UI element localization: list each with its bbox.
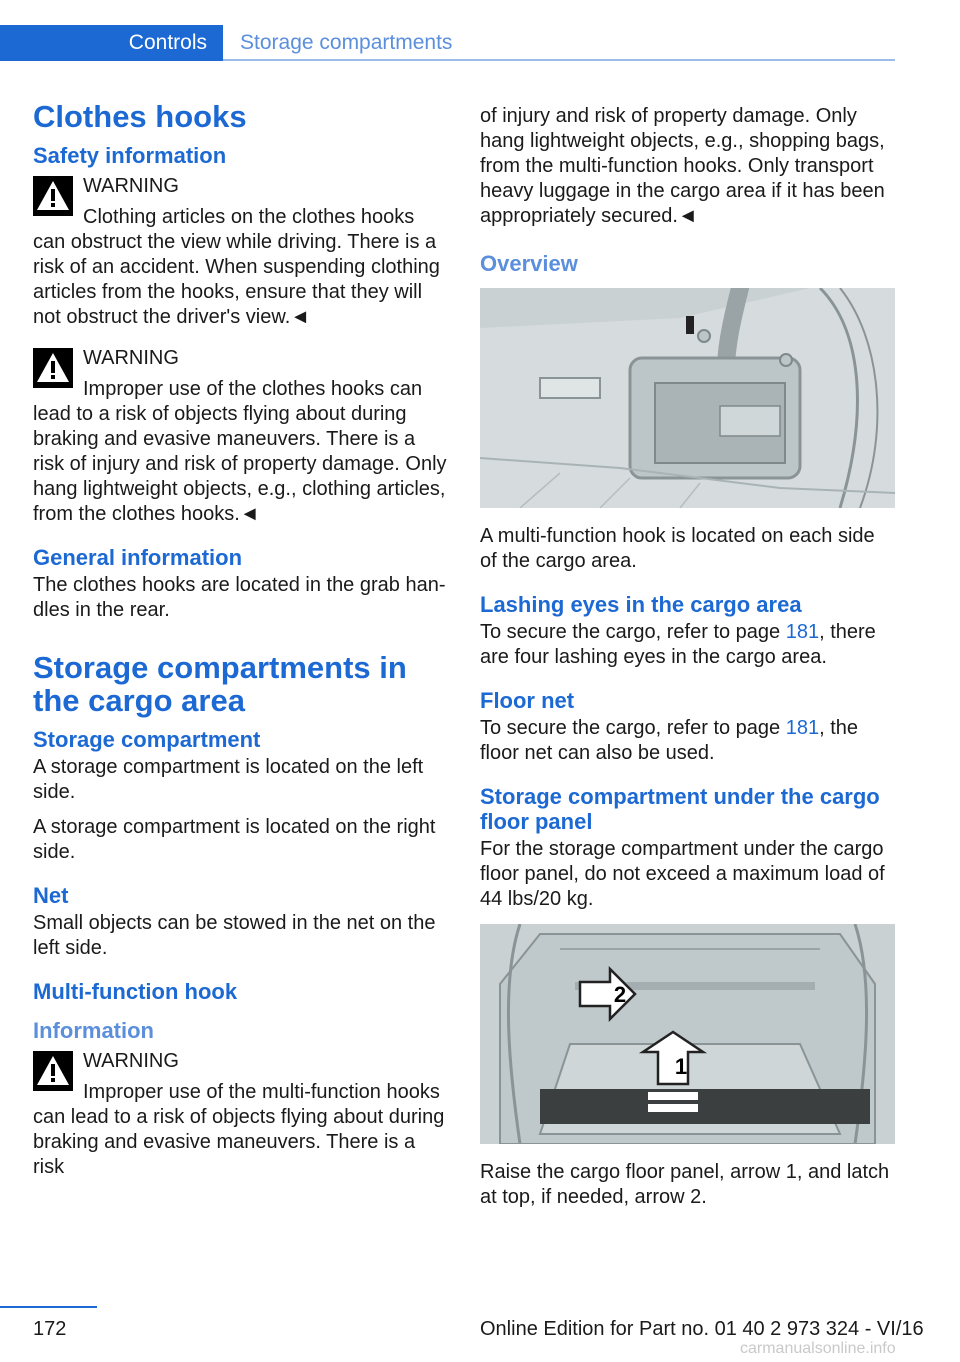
heading-floor-net: Floor net <box>480 688 575 713</box>
edition-text: Online Edition for Part no. 01 40 2 973 324 - VI/16 <box>480 1318 924 1340</box>
cargo-floor-illustration <box>480 924 895 1144</box>
cargo-floor-drawing <box>480 924 895 1144</box>
arrow-2-label: 2 <box>613 982 627 1007</box>
right-column <box>480 104 895 1220</box>
floor-net-text: To secure the cargo, refer to page 181, the floor net can also be used. <box>480 717 859 764</box>
page-footer <box>0 1302 960 1362</box>
warning-icon <box>33 176 73 216</box>
page-link-181[interactable]: 181 <box>785 717 820 739</box>
overview-text: A multi-function hook is located on each side of the cargo area. <box>480 525 875 572</box>
footer-rule <box>0 1306 97 1308</box>
section-tab-storage[interactable]: Storage compartments <box>240 31 453 54</box>
heading-general-information: General information <box>33 545 243 570</box>
heading-clothes-hooks: Clothes hooks <box>33 99 247 134</box>
general-text: The clothes hooks are located in the grab han‐dles in the rear. <box>33 574 446 621</box>
page-header <box>0 25 895 61</box>
warning-title: WARNING <box>83 347 179 369</box>
heading-overview: Overview <box>480 251 578 276</box>
page-link-181[interactable]: 181 <box>785 621 820 643</box>
warning-title: WARNING <box>83 175 179 197</box>
warning-text: Improper use of the multi-function hooks can lead to a risk of objects flying about during braking and evasive maneuvers. There is a risk <box>33 1081 445 1178</box>
watermark: carmanualsonline.info <box>740 1340 896 1357</box>
lashing-text: To secure the cargo, refer to page 181, there are four lashing eyes in the cargo area. <box>480 621 876 668</box>
warning-continuation-text: of injury and risk of property damage. Only hang lightweight objects, e.g., shopping bags, from the multi-function hooks. Only transport heavy luggage in the cargo area if it has been appropriately secured.◄ <box>480 105 885 227</box>
warning-text: Clothing articles on the clothes hooks can obstruct the view while driving. There is a risk of an accident. When suspending clothing articles from the hooks, ensure that they will not obstruct the driver's view.◄ <box>33 206 440 328</box>
storage-text-right: A storage compartment is located on the right side. <box>33 816 436 863</box>
warning-icon <box>33 348 73 388</box>
warning-text: Improper use of the clothes hooks can lead to a risk of objects flying about during braking and evasive maneuvers. There is a risk of injury and risk of property damage. Only hang lightweight objects, e.g., clothing articles, from the clothes hooks.◄ <box>33 378 447 525</box>
heading-storage-cargo-area: Storage compartments in the cargo area <box>33 650 407 718</box>
storage-text-left: A storage compartment is located on the left side. <box>33 756 424 803</box>
warning-icon <box>33 1051 73 1091</box>
net-text: Small objects can be stowed in the net on the left side. <box>33 912 436 959</box>
heading-multi-function-hook: Multi-function hook <box>33 979 238 1004</box>
warning-block-2 <box>33 346 448 527</box>
warning-title: WARNING <box>83 1050 179 1072</box>
heading-storage-compartment: Storage compartment <box>33 727 261 752</box>
warning-block-1 <box>33 174 448 330</box>
left-column <box>33 96 448 1180</box>
heading-lashing-eyes: Lashing eyes in the cargo area <box>480 592 802 617</box>
warning-block-3 <box>33 1049 448 1180</box>
raise-panel-text: Raise the cargo floor panel, arrow 1, and latch at top, if needed, arrow 2. <box>480 1161 890 1208</box>
section-tab-controls[interactable]: Controls <box>0 25 223 61</box>
page-number: 172 <box>33 1318 67 1340</box>
cargo-area-side-illustration <box>480 288 895 508</box>
cargo-side-drawing <box>480 288 895 508</box>
heading-storage-under-floor: Storage compartment under the cargo floor panel <box>480 784 880 834</box>
heading-net: Net <box>33 883 69 908</box>
under-floor-text: For the storage compartment under the cargo floor panel, do not exceed a maximum load of 44 lbs/20 kg. <box>480 838 885 910</box>
heading-information: Information <box>33 1018 154 1043</box>
heading-safety-information: Safety information <box>33 143 227 168</box>
header-rule <box>223 59 895 61</box>
arrow-1-label: 1 <box>674 1054 688 1079</box>
